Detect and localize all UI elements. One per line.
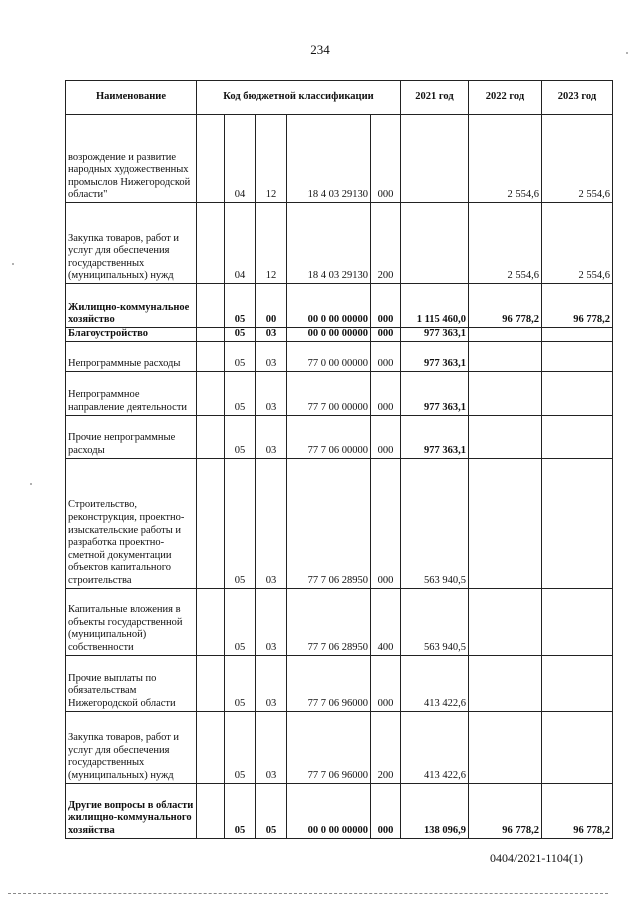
cell-subsection: 03 — [256, 458, 287, 588]
cell-expense-type: 000 — [371, 115, 401, 203]
table-row — [66, 588, 613, 655]
cell-name: Непрограммные расходы — [66, 341, 197, 371]
scan-speck — [626, 52, 628, 54]
cell-2023: 96 778,2 — [542, 284, 613, 328]
cell-expense-type: 000 — [371, 328, 401, 342]
page-number: 234 — [310, 42, 330, 57]
cell-name: Непрограммное направление деятельности — [66, 371, 197, 415]
cell-target-article: 18 4 03 29130 — [287, 203, 371, 284]
cell-subsection: 12 — [256, 203, 287, 284]
table-row — [66, 341, 613, 371]
cell-2023 — [542, 711, 613, 783]
cell-section: 05 — [225, 415, 256, 458]
header-name: Наименование — [66, 81, 197, 115]
cell-2021: 563 940,5 — [401, 458, 469, 588]
cell-2023 — [542, 655, 613, 711]
cell-2022 — [469, 588, 542, 655]
cell-2023 — [542, 328, 613, 342]
cell-section: 05 — [225, 711, 256, 783]
cell-spacer — [197, 341, 225, 371]
table-row — [66, 371, 613, 415]
cell-2022: 96 778,2 — [469, 783, 542, 838]
cell-2022 — [469, 458, 542, 588]
table-row — [66, 415, 613, 458]
cell-subsection: 05 — [256, 783, 287, 838]
scan-speck — [12, 263, 14, 265]
cell-spacer — [197, 328, 225, 342]
table-row — [66, 655, 613, 711]
cell-2023: 2 554,6 — [542, 115, 613, 203]
cell-2022 — [469, 655, 542, 711]
cell-spacer — [197, 284, 225, 328]
cell-subsection: 03 — [256, 341, 287, 371]
cell-name: Прочие выплаты по обязательствам Нижегородской области — [66, 655, 197, 711]
cell-2022 — [469, 711, 542, 783]
table-row — [66, 711, 613, 783]
cell-2021: 413 422,6 — [401, 711, 469, 783]
cell-2021: 563 940,5 — [401, 588, 469, 655]
table-row — [66, 284, 613, 328]
cell-subsection: 03 — [256, 328, 287, 342]
document-code: 0404/2021-1104(1) — [490, 851, 583, 865]
cell-target-article: 77 7 06 96000 — [287, 655, 371, 711]
header-2022: 2022 год — [469, 81, 542, 115]
cell-subsection: 03 — [256, 415, 287, 458]
table-row — [66, 115, 613, 203]
header-code: Код бюджетной классификации — [197, 81, 401, 115]
cell-target-article: 77 7 06 28950 — [287, 588, 371, 655]
cell-spacer — [197, 711, 225, 783]
cell-2022: 2 554,6 — [469, 203, 542, 284]
cell-name: Прочие непрограммные расходы — [66, 415, 197, 458]
table-header-row — [66, 81, 613, 115]
cell-section: 04 — [225, 203, 256, 284]
cell-section: 05 — [225, 328, 256, 342]
cell-expense-type: 000 — [371, 341, 401, 371]
table-row — [66, 783, 613, 838]
footer-scan-line — [8, 893, 608, 894]
cell-expense-type: 400 — [371, 588, 401, 655]
cell-subsection: 03 — [256, 711, 287, 783]
cell-name: Закупка товаров, работ и услуг для обеспечения государственных (муниципальных) нужд — [66, 711, 197, 783]
cell-expense-type: 200 — [371, 711, 401, 783]
cell-2021: 977 363,1 — [401, 328, 469, 342]
cell-2021: 413 422,6 — [401, 655, 469, 711]
cell-2023: 96 778,2 — [542, 783, 613, 838]
cell-section: 05 — [225, 458, 256, 588]
cell-target-article: 00 0 00 00000 — [287, 783, 371, 838]
cell-spacer — [197, 203, 225, 284]
cell-target-article: 00 0 00 00000 — [287, 284, 371, 328]
cell-section: 05 — [225, 371, 256, 415]
cell-target-article: 77 7 00 00000 — [287, 371, 371, 415]
cell-spacer — [197, 115, 225, 203]
cell-target-article: 77 7 06 28950 — [287, 458, 371, 588]
budget-table — [65, 80, 613, 839]
cell-expense-type: 200 — [371, 203, 401, 284]
cell-name: Жилищно-коммунальное хозяйство — [66, 284, 197, 328]
cell-2021: 1 115 460,0 — [401, 284, 469, 328]
cell-expense-type: 000 — [371, 783, 401, 838]
cell-spacer — [197, 655, 225, 711]
header-2021: 2021 год — [401, 81, 469, 115]
cell-2023 — [542, 341, 613, 371]
cell-section: 05 — [225, 655, 256, 711]
header-2023: 2023 год — [542, 81, 613, 115]
cell-section: 04 — [225, 115, 256, 203]
cell-2022 — [469, 341, 542, 371]
cell-expense-type: 000 — [371, 458, 401, 588]
cell-2022: 96 778,2 — [469, 284, 542, 328]
cell-subsection: 00 — [256, 284, 287, 328]
cell-2023 — [542, 458, 613, 588]
cell-target-article: 00 0 00 00000 — [287, 328, 371, 342]
cell-expense-type: 000 — [371, 371, 401, 415]
cell-spacer — [197, 415, 225, 458]
cell-name: возрождение и развитие народных художественных промыслов Нижегородской области" — [66, 115, 197, 203]
cell-subsection: 12 — [256, 115, 287, 203]
cell-expense-type: 000 — [371, 655, 401, 711]
cell-target-article: 18 4 03 29130 — [287, 115, 371, 203]
cell-2021 — [401, 115, 469, 203]
table-row — [66, 203, 613, 284]
cell-2021 — [401, 203, 469, 284]
table-body — [66, 115, 613, 839]
cell-target-article: 77 0 00 00000 — [287, 341, 371, 371]
cell-2021: 977 363,1 — [401, 341, 469, 371]
cell-subsection: 03 — [256, 588, 287, 655]
cell-2021: 138 096,9 — [401, 783, 469, 838]
table-row — [66, 328, 613, 342]
cell-section: 05 — [225, 783, 256, 838]
cell-spacer — [197, 371, 225, 415]
cell-subsection: 03 — [256, 371, 287, 415]
cell-target-article: 77 7 06 00000 — [287, 415, 371, 458]
cell-section: 05 — [225, 588, 256, 655]
cell-2022 — [469, 415, 542, 458]
cell-spacer — [197, 458, 225, 588]
cell-2023 — [542, 588, 613, 655]
cell-2022: 2 554,6 — [469, 115, 542, 203]
cell-subsection: 03 — [256, 655, 287, 711]
cell-spacer — [197, 783, 225, 838]
cell-name: Закупка товаров, работ и услуг для обеспечения государственных (муниципальных) нужд — [66, 203, 197, 284]
cell-2021: 977 363,1 — [401, 371, 469, 415]
cell-spacer — [197, 588, 225, 655]
cell-expense-type: 000 — [371, 284, 401, 328]
cell-2022 — [469, 371, 542, 415]
cell-2023 — [542, 415, 613, 458]
table-row — [66, 458, 613, 588]
scan-speck — [30, 483, 32, 485]
cell-expense-type: 000 — [371, 415, 401, 458]
cell-name: Другие вопросы в области жилищно-коммунального хозяйства — [66, 783, 197, 838]
cell-name: Благоустройство — [66, 328, 197, 342]
cell-section: 05 — [225, 284, 256, 328]
cell-name: Строительство, реконструкция, проектно-изыскательские работы и разработка проектно-сметной документации объектов капитального строительства — [66, 458, 197, 588]
cell-section: 05 — [225, 341, 256, 371]
cell-2023: 2 554,6 — [542, 203, 613, 284]
cell-2022 — [469, 328, 542, 342]
cell-target-article: 77 7 06 96000 — [287, 711, 371, 783]
cell-2021: 977 363,1 — [401, 415, 469, 458]
cell-2023 — [542, 371, 613, 415]
cell-name: Капитальные вложения в объекты государственной (муниципальной) собственности — [66, 588, 197, 655]
